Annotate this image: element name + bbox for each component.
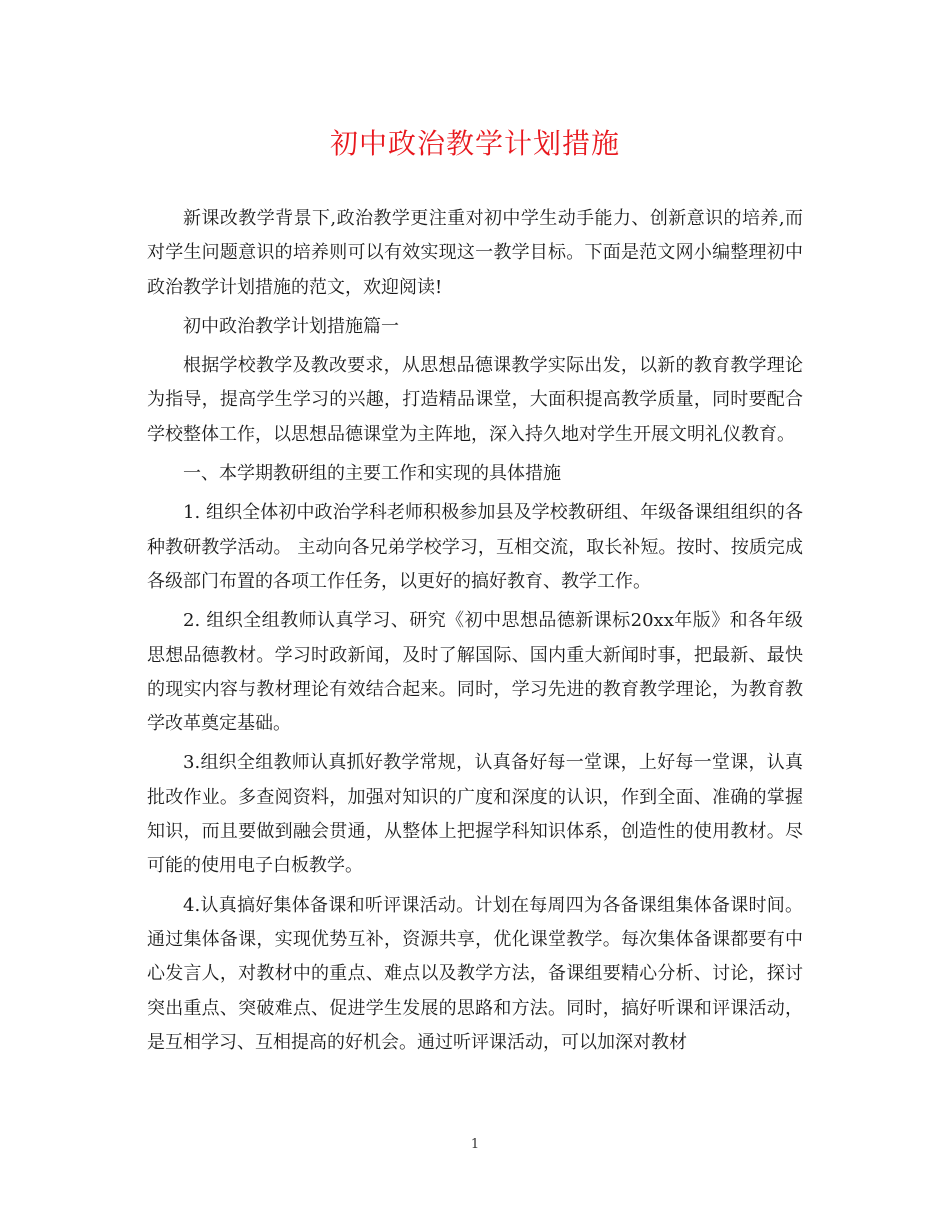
section-heading: 一、本学期教研组的主要工作和实现的具体措施 <box>183 463 561 485</box>
list-item: 1. 组织全体初中政治学科老师积极参加县及学校教研组、年级备课组组织的各种教研教学活动。 主动向各兄弟学校学习，互相交流，取长补短。按时、按质完成各级部门布置的各项工作任务，以更好的搞好教育、教学工作。 <box>147 502 803 592</box>
document-body <box>147 202 803 1060</box>
list-item: 2. 组织全组教师认真学习、研究《初中思想品德新课标20xx年版》和各年级思想品德教材。学习时政新闻，及时了解国际、国内重大新闻时事，把最新、最快的现实内容与教材理论有效结合起来。同时，学习先进的教育教学理论，为教育教学改革奠定基础。 <box>147 610 803 735</box>
section-heading: 初中政治教学计划措施篇一 <box>183 315 399 337</box>
intro-paragraph: 新课改教学背景下,政治教学更注重对初中学生动手能力、创新意识的培养,而对学生问题意识的培养则可以有效实现这一教学目标。下面是范文网小编整理初中政治教学计划措施的范文，欢迎阅读! <box>147 208 803 298</box>
list-item: 3.组织全组教师认真抓好教学常规，认真备好每一堂课，上好每一堂课，认真批改作业。多查阅资料，加强对知识的广度和深度的认识，作到全面、准确的掌握知识，而且要做到融会贯通，从整体上把握学科知识体系，创造性的使用教材。尽可能的使用电子白板教学。 <box>147 752 803 877</box>
body-paragraph: 根据学校教学及教改要求，从思想品德课教学实际出发，以新的教育教学理论为指导，提高学生学习的兴趣，打造精品课堂，大面积提高教学质量，同时要配合学校整体工作，以思想品德课堂为主阵地，深入持久地对学生开展文明礼仪教育。 <box>147 355 803 445</box>
page-number: 1 <box>470 1137 480 1152</box>
list-item: 4.认真搞好集体备课和听评课活动。计划在每周四为各备课组集体备课时间。通过集体备课，实现优势互补，资源共享，优化课堂教学。每次集体备课都要有中心发言人，对教材中的重点、难点以及教学方法，备课组要精心分析、讨论，探讨突出重点、突破难点、促进学生发展的思路和方法。同时，搞好听课和评课活动，是互相学习、互相提高的好机会。通过听评课活动，可以加深对教材 <box>147 894 803 1053</box>
document-title: 初中政治教学计划措施 <box>329 127 620 160</box>
